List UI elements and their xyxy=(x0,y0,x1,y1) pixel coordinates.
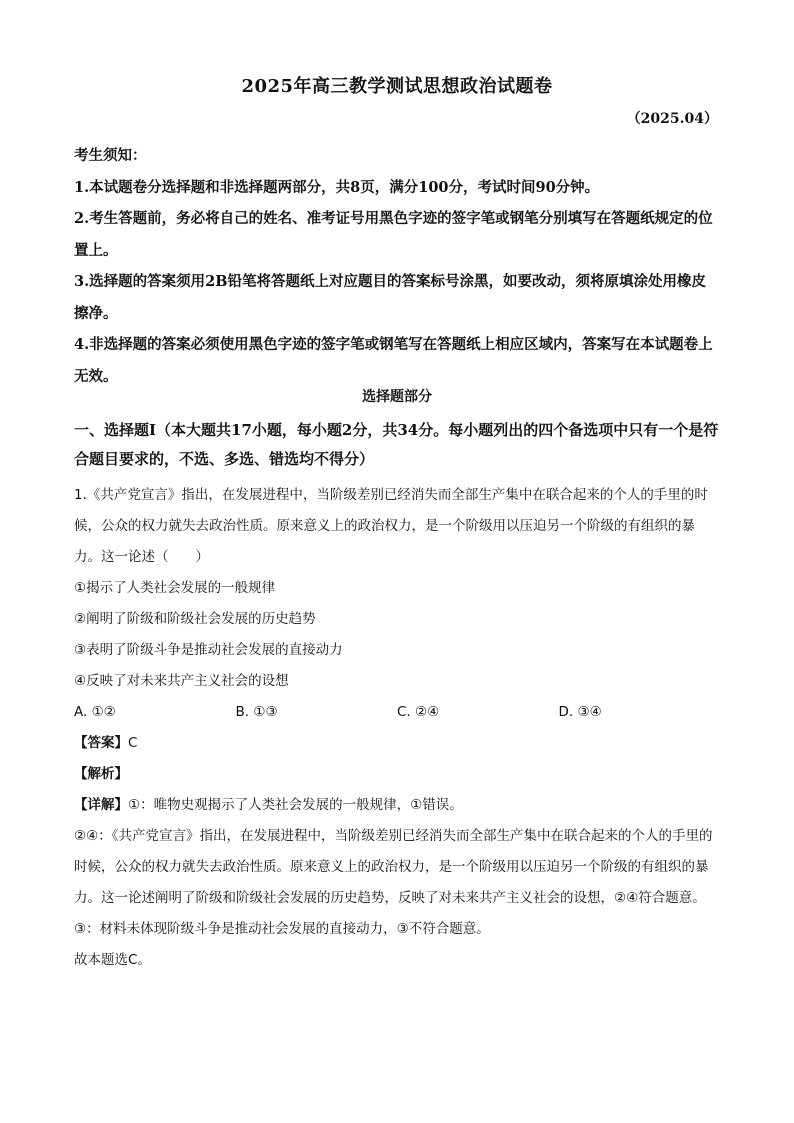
part-heading-text: 一、选择题Ⅰ（本大题共17小题，每小题2分，共34分。每小题列出的四个备选项中只有一个是符合题目要求的，不选、多选、错选均不得分） xyxy=(74,421,719,468)
analysis-label: 【解析】 xyxy=(74,766,128,782)
section-title: 选择题部分 xyxy=(362,389,432,405)
detail-line xyxy=(74,790,720,821)
page-title: 2025年高三教学测试思想政治试题卷 xyxy=(241,76,553,97)
notice-item: 2.考生答题前，务必将自己的姓名、准考证号用黑色字迹的签字笔或钢笔分别填写在答题纸规定的位置上。 xyxy=(74,210,713,259)
answer-line xyxy=(74,728,720,759)
option-d: D. ③④ xyxy=(558,704,602,720)
notice-item: 3.选择题的答案须用2B铅笔将答题纸上对应题目的答案标号涂黑，如要改动，须将原填涂处用橡皮擦净。 xyxy=(74,273,706,322)
statement-item: ③表明了阶级斗争是推动社会发展的直接动力 xyxy=(74,642,343,658)
option-a: A. ①② xyxy=(74,704,116,720)
notice-heading: 考生须知： xyxy=(74,147,147,164)
question-1 xyxy=(74,480,720,976)
notice-item: 4.非选择题的答案必须使用黑色字迹的签字笔或钢笔写在答题纸上相应区域内，答案写在本试题卷上无效。 xyxy=(74,336,713,385)
analysis-line xyxy=(74,759,720,790)
exam-date: （2025.04） xyxy=(626,111,718,127)
conclusion: 故本题选C。 xyxy=(74,952,151,968)
part-heading xyxy=(74,416,720,474)
answer-value: C xyxy=(128,735,138,751)
statement-item: ②阐明了阶级和阶级社会发展的历史趋势 xyxy=(74,611,316,627)
answer-label: 【答案】 xyxy=(74,735,128,751)
notice-item: 1.本试题卷分选择题和非选择题两部分，共8页，满分100分，考试时间90分钟。 xyxy=(74,178,600,196)
detail-paragraph: ②④：《共产党宣言》指出，在发展进程中，当阶级差别已经消失而全部生产集中在联合起来的个人的手里的时候，公众的权力就失去政治性质。原来意义上的政治权力，是一个阶级用以压迫另一个阶级的有组织的暴力。这一论述阐明了阶级和阶级社会发展的历史趋势，反映了对未来共产主义社会的设想，②④符合题意。 xyxy=(74,828,713,906)
option-b: B. ①③ xyxy=(235,704,278,720)
answer-options xyxy=(74,697,720,728)
detail-paragraph: ③：材料未体现阶级斗争是推动社会发展的直接动力，③不符合题意。 xyxy=(74,921,490,937)
detail-text: ①：唯物史观揭示了人类社会发展的一般规律，①错误。 xyxy=(128,797,463,813)
statement-item: ④反映了对未来共产主义社会的设想 xyxy=(74,673,289,689)
question-stem: 1.《共产党宣言》指出，在发展进程中，当阶级差别已经消失而全部生产集中在联合起来的个人的手里的时候，公众的权力就失去政治性质。原来意义上的政治权力，是一个阶级用以压迫另一个阶级的有组织的暴力。这一论述（ ） xyxy=(74,487,708,565)
detail-label: 【详解】 xyxy=(74,797,128,813)
option-c: C. ②④ xyxy=(397,704,440,720)
statement-item: ①揭示了人类社会发展的一般规律 xyxy=(74,580,276,596)
candidate-notice xyxy=(74,140,720,392)
